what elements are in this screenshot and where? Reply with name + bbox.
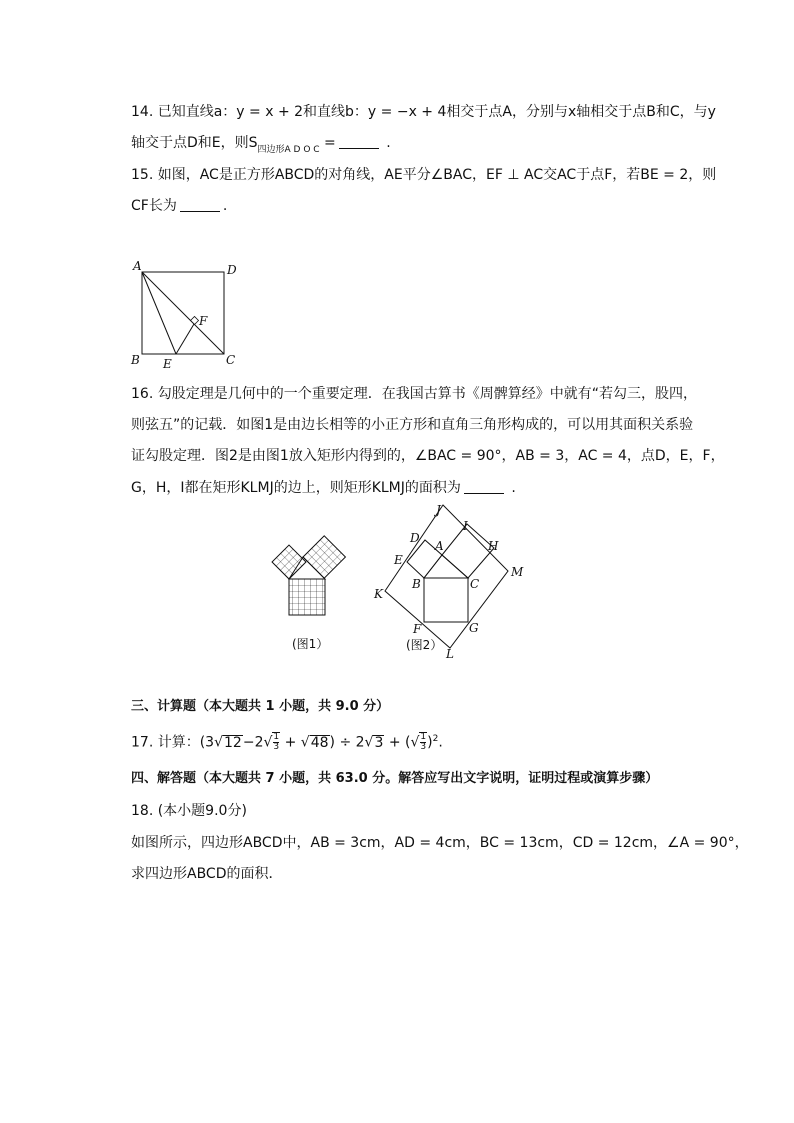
q17-frac2-den: 3 bbox=[420, 742, 427, 753]
label-h: H bbox=[488, 539, 499, 553]
q16-end: . bbox=[506, 480, 516, 496]
q14-line2-text: 轴交于点D和E，则S bbox=[131, 135, 258, 151]
square-on-ac bbox=[442, 524, 494, 578]
q16-line1: 16. 勾股定理是几何中的一个重要定理．在我国古算书《周髀算经》中就有“若勾三，股四， bbox=[131, 386, 697, 402]
q17-prefix: 17. 计算：(3 bbox=[131, 734, 215, 751]
q16-answer-blank[interactable] bbox=[464, 479, 504, 494]
square-bottom-grid bbox=[289, 579, 325, 615]
label-c2: C bbox=[470, 577, 480, 591]
q15-end: . bbox=[222, 198, 228, 214]
square-bcgf bbox=[424, 578, 468, 622]
q14-answer-blank[interactable] bbox=[339, 134, 379, 149]
label-g: G bbox=[469, 621, 479, 635]
q17-sqrt3: 3 bbox=[374, 734, 384, 751]
label-a: A bbox=[133, 259, 142, 273]
square-right-grid bbox=[303, 536, 345, 578]
q16-line4 bbox=[131, 478, 516, 498]
q16-figure2 bbox=[368, 500, 538, 660]
label-b: B bbox=[131, 353, 140, 367]
section3-heading: 三、计算题（本大题共 1 小题，共 9.0 分） bbox=[131, 699, 390, 714]
section4-heading: 四、解答题（本大题共 7 小题，共 63.0 分。解答应写出文字说明，证明过程或演算步骤） bbox=[131, 771, 659, 786]
label-d2: D bbox=[410, 531, 420, 545]
caption-fig1: (图1） bbox=[292, 637, 329, 651]
label-e: E bbox=[163, 357, 172, 371]
sqrt-sign-4: √ bbox=[364, 734, 374, 751]
q16-line4-text: G，H，I都在矩形KLMJ的边上，则矩形KLMJ的面积为 bbox=[131, 480, 461, 496]
q17-minus2: −2 bbox=[242, 734, 264, 751]
q14-equals: = bbox=[319, 135, 336, 151]
q17-frac-den: 3 bbox=[273, 742, 280, 753]
q17-end: . bbox=[438, 734, 443, 751]
q18-line2: 求四边形ABCD的面积． bbox=[131, 866, 283, 882]
q17-div: ) ÷ 2 bbox=[329, 734, 365, 751]
q17-plus: + bbox=[280, 734, 301, 751]
q17-sqrt12: 12 bbox=[224, 734, 242, 751]
sqrt-sign-5: √ bbox=[410, 734, 420, 751]
q16-line3: 证勾股定理．图2是由图1放入矩形内得到的，∠BAC = 90°，AB = 3，AC = 4，点D，E，F， bbox=[131, 448, 725, 464]
q17-exponent: 2 bbox=[432, 734, 439, 744]
label-f: F bbox=[199, 314, 208, 328]
q18-line1: 如图所示，四边形ABCD中，AB = 3cm，AD = 4cm，BC = 13cm，CD = 12cm，∠A = 90°， bbox=[131, 835, 749, 851]
label-b2: B bbox=[412, 577, 421, 591]
label-f2: F bbox=[413, 622, 422, 636]
caption-fig2: (图2） bbox=[406, 638, 443, 652]
q17-plus2: + ( bbox=[384, 734, 411, 751]
right-angle-mark bbox=[191, 317, 199, 325]
segment-ae bbox=[142, 272, 176, 354]
q17-fraction bbox=[273, 733, 279, 752]
sqrt-sign-1: √ bbox=[214, 734, 224, 751]
label-m: M bbox=[511, 565, 524, 579]
q18-header: 18. (本小题9.0分) bbox=[131, 803, 247, 819]
q15-line2 bbox=[131, 196, 227, 216]
sqrt-sign-3: √ bbox=[300, 734, 310, 751]
q17-line bbox=[131, 729, 443, 753]
sqrt-sign-2: √ bbox=[263, 734, 273, 751]
q14-end: . bbox=[381, 135, 391, 151]
label-l: L bbox=[446, 647, 454, 660]
label-k: K bbox=[374, 587, 383, 601]
q16-figure1 bbox=[262, 525, 362, 655]
q14-subscript: 四边形A D O C bbox=[257, 145, 320, 155]
label-c: C bbox=[226, 353, 236, 367]
q15-line2-text: CF长为 bbox=[131, 198, 177, 214]
square-left-grid bbox=[272, 545, 306, 579]
label-a2: A bbox=[435, 539, 444, 553]
q16-line2: 则弦五”的记载．如图1是由边长相等的小正方形和直角三角形构成的，可以用其面积关系验 bbox=[131, 417, 694, 433]
label-e2: E bbox=[394, 553, 403, 567]
q17-frac2-num: 1 bbox=[420, 732, 427, 743]
q17-sqrt-frac2 bbox=[419, 732, 427, 752]
label-i: I bbox=[463, 519, 468, 533]
q14-line1: 14. 已知直线a：y = x + 2和直线b：y = −x + 4相交于点A，分别与x轴相交于点B和C，与y bbox=[131, 104, 716, 120]
rectangle-klmj bbox=[385, 505, 508, 648]
label-d: D bbox=[227, 263, 237, 277]
q15-line1: 15. 如图，AC是正方形ABCD的对角线，AE平分∠BAC，EF ⊥ AC交AC于点F，若BE = 2，则 bbox=[131, 167, 717, 183]
q15-figure bbox=[125, 258, 250, 373]
q15-answer-blank[interactable] bbox=[180, 197, 220, 212]
q17-sqrt-frac bbox=[272, 732, 280, 752]
q14-line2 bbox=[131, 133, 391, 160]
segment-ef bbox=[176, 324, 194, 354]
q17-frac-num: 1 bbox=[273, 732, 280, 743]
q17-tail: ) bbox=[427, 734, 433, 751]
q17-fraction2 bbox=[420, 733, 426, 752]
label-j: J bbox=[436, 503, 441, 517]
q17-sqrt48: 48 bbox=[310, 734, 329, 751]
